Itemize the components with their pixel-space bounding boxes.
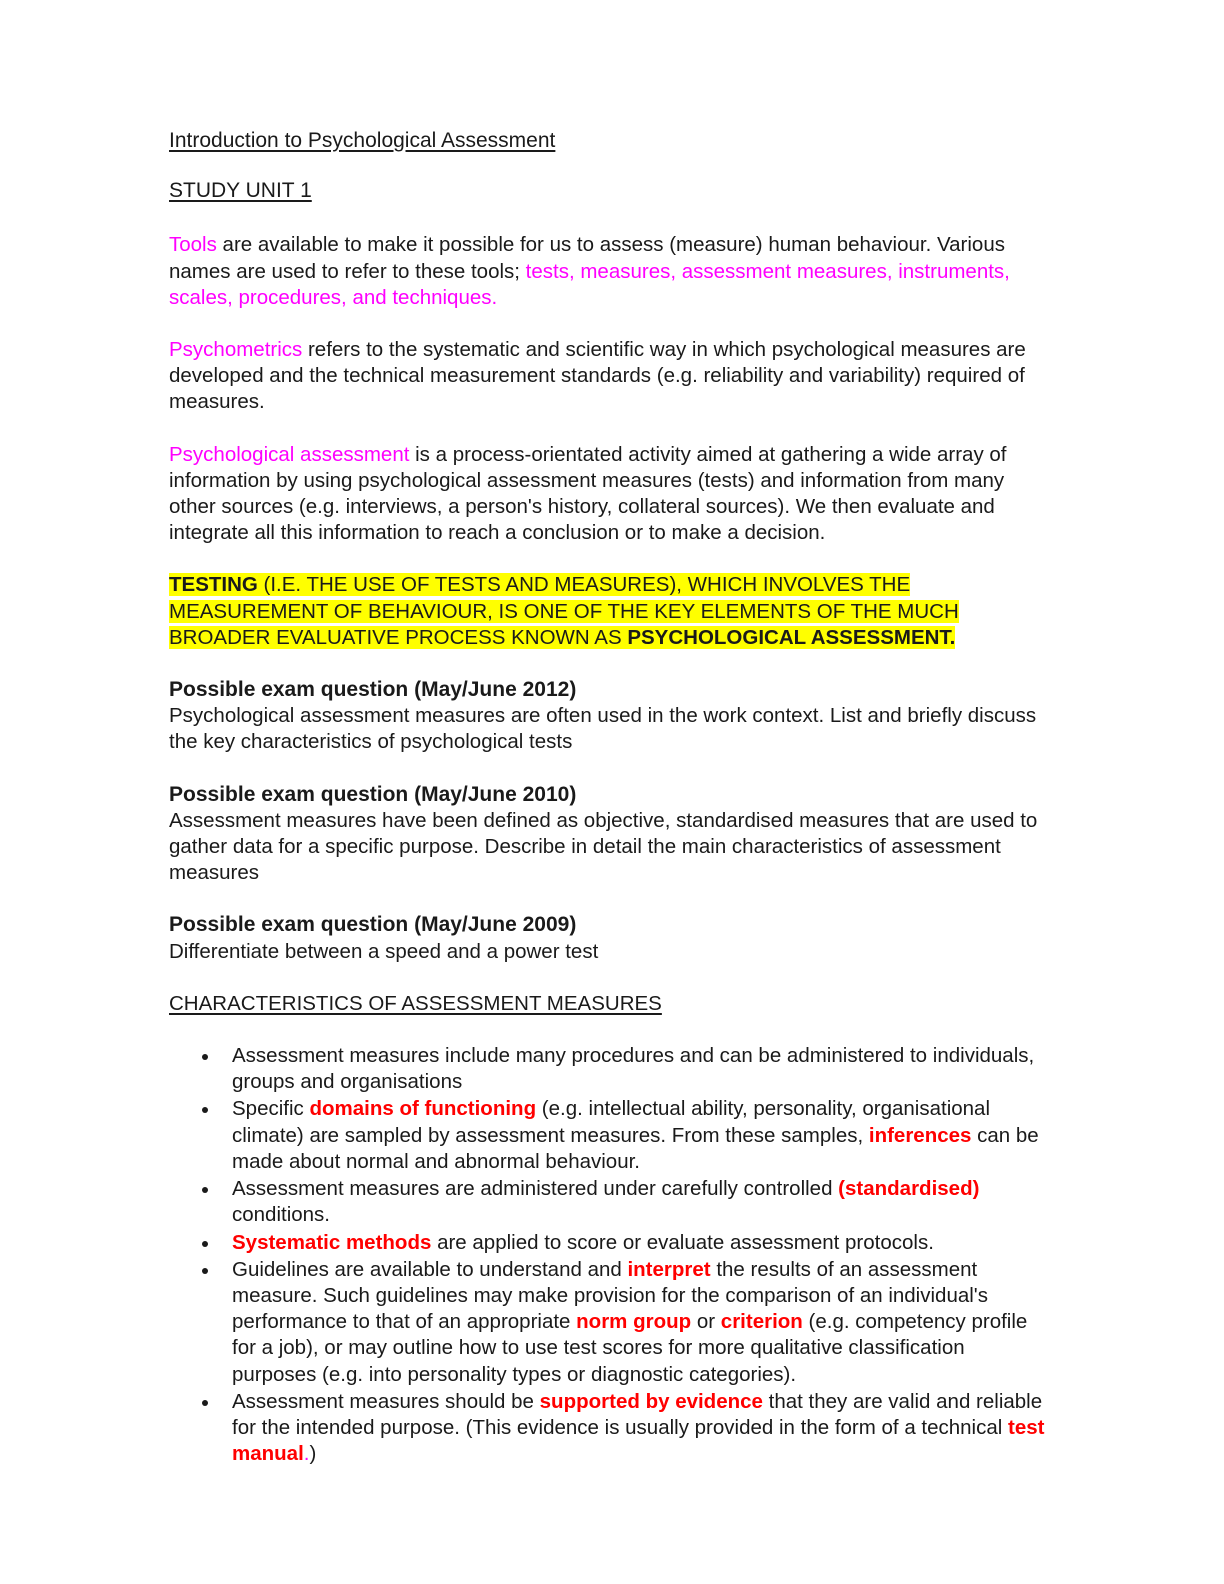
characteristics-heading: CHARACTERISTICS OF ASSESSMENT MEASURES: [169, 991, 662, 1015]
bullet-icon: [202, 1400, 208, 1406]
psychometrics-paragraph: [169, 337, 1049, 416]
exam-question-2012: [169, 677, 1049, 756]
document-page: [169, 128, 1049, 1468]
tools-text: are available to make it possible for us to assess (measure) human behaviour. Various names are used to refer to these tools;: [169, 233, 1005, 283]
list-item: Specific domains of functioning (e.g. intellectual ability, personality, organisational climate) are sampled by assessment measures. From these samples, inferences can be made about normal and abnormal behaviour.: [169, 1096, 1049, 1175]
emphasis-supported-by-evidence: supported by evidence: [539, 1389, 763, 1413]
emphasis-standardised: (standardised): [838, 1177, 980, 1201]
list-item: Assessment measures should be supported by evidence that they are valid and reliable for the intended purpose. (This evidence is usually provided in the form of a technical test manual.): [169, 1389, 1049, 1468]
assessment-paragraph: [169, 442, 1049, 547]
emphasis-interpret: interpret: [627, 1257, 711, 1281]
highlight-text: (I.E. THE USE OF TESTS AND MEASURES), WHICH INVOLVES THE MEASUREMENT OF BEHAVIOUR, IS ONE OF THE KEY ELEMENTS OF THE MUCH BROADER EVALUATIVE PROCESS KNOWN AS: [169, 573, 959, 649]
characteristics-list: [169, 1043, 1049, 1467]
emphasis-criterion: criterion: [720, 1310, 803, 1334]
list-item: Guidelines are available to understand and interpret the results of an assessment measure. Such guidelines may make provision for the comparison of an individual's performance to that of an appropriate norm group or criterion (e.g. competency profile for a job), or may outline how to use test scores for more qualitative classification purposes (e.g. into personality types or diagnostic categories).: [169, 1257, 1049, 1388]
bullet-icon: [202, 1187, 208, 1193]
list-item: Assessment measures are administered under carefully controlled (standardised) conditions.: [169, 1176, 1049, 1228]
highlighted-statement: [169, 572, 1049, 651]
bullet-icon: [202, 1107, 208, 1113]
term-psychometrics: Psychometrics: [169, 338, 303, 362]
emphasis-test-manual: test manual: [232, 1415, 1045, 1466]
list-item: Assessment measures include many procedures and can be administered to individuals, groups and organisations: [169, 1043, 1049, 1095]
emphasis-domains: domains of functioning: [309, 1097, 537, 1121]
bullet-icon: [202, 1241, 208, 1247]
bullet-icon: [202, 1268, 208, 1274]
tools-list: tests, measures, assessment measures, instruments, scales, procedures, and techniques.: [169, 259, 1010, 309]
exam-question-body: Psychological assessment measures are often used in the work context. List and briefly discuss the key characteristics of psychological tests: [169, 704, 1037, 754]
assessment-text: is a process-orientated activity aimed at gathering a wide array of information by using psychological assessment measures (tests) and information from many other sources (e.g. interviews, a person's history, collateral sources). We then evaluate and integrate all this information to reach a conclusion or to make a decision.: [169, 442, 1007, 545]
term-psychological-assessment: Psychological assessment: [169, 442, 410, 466]
psychometrics-text: refers to the systematic and scientific way in which psychological measures are developed and the technical measurement standards (e.g. reliability and variability) required of measures.: [169, 338, 1026, 414]
exam-question-title: Possible exam question (May/June 2010): [169, 782, 577, 806]
list-item: Systematic methods are applied to score or evaluate assessment protocols.: [169, 1230, 1049, 1256]
emphasis-systematic-methods: Systematic methods: [232, 1230, 432, 1254]
exam-question-body: Differentiate between a speed and a power test: [169, 939, 599, 963]
bullet-icon: [202, 1054, 208, 1060]
tools-paragraph: [169, 232, 1049, 311]
exam-question-title: Possible exam question (May/June 2009): [169, 913, 577, 937]
exam-question-body: Assessment measures have been defined as objective, standardised measures that are used to gather data for a specific purpose. Describe in detail the main characteristics of assessment measures: [169, 808, 1038, 885]
document-title: Introduction to Psychological Assessment: [169, 129, 556, 152]
highlight-bold-testing: TESTING: [169, 573, 258, 597]
study-unit-heading: STUDY UNIT 1: [169, 179, 312, 203]
exam-question-2010: [169, 782, 1049, 887]
exam-question-2009: [169, 912, 1049, 964]
emphasis-norm-group: norm group: [576, 1310, 692, 1334]
exam-question-title: Possible exam question (May/June 2012): [169, 678, 577, 702]
emphasis-inferences: inferences: [868, 1123, 972, 1147]
highlight-bold-assessment: PSYCHOLOGICAL ASSESSMENT.: [627, 625, 956, 649]
term-tools: Tools: [169, 233, 217, 257]
